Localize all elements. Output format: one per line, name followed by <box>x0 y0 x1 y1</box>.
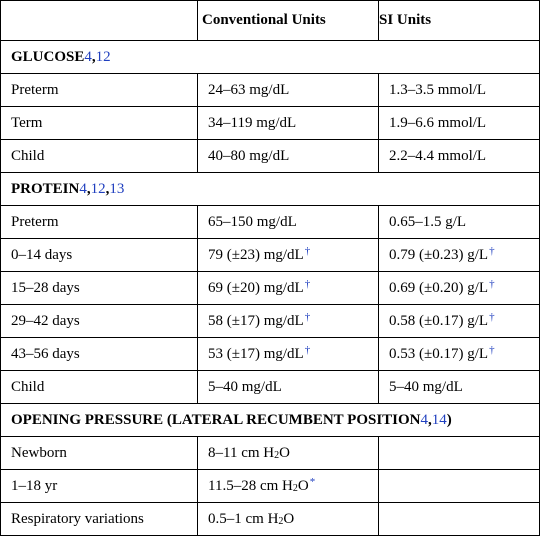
conventional-value: 24–63 mg/dL <box>198 74 379 107</box>
asterisk-footnote-mark[interactable]: * <box>309 475 316 488</box>
row-label: Newborn <box>1 437 198 470</box>
conventional-value-cell <box>198 338 379 371</box>
row-label: Preterm <box>1 206 198 239</box>
reference-link[interactable]: 4 <box>420 411 429 428</box>
section-title: PROTEIN <box>11 180 80 197</box>
section-title: OPENING PRESSURE (LATERAL RECUMBENT POSITION <box>11 411 421 428</box>
si-value-cell <box>379 239 540 272</box>
conventional-value-cell <box>198 272 379 305</box>
row-label: Term <box>1 107 198 140</box>
subscript: 2 <box>274 449 280 461</box>
reference-link[interactable]: 12 <box>90 180 106 197</box>
section-row-glucose <box>1 41 540 74</box>
conventional-value-suffix: O <box>279 444 290 461</box>
si-value: 0.79 (±0.23) g/L <box>389 246 489 263</box>
conventional-value-suffix: O <box>297 477 309 494</box>
table-row <box>1 305 540 338</box>
row-label: Child <box>1 140 198 173</box>
reference-link[interactable]: 12 <box>95 48 111 65</box>
table-header-row <box>1 1 540 41</box>
si-value <box>379 437 540 470</box>
si-value: 0.69 (±0.20) g/L <box>389 279 489 296</box>
si-value: 5–40 mg/dL <box>379 371 540 404</box>
header-label-cell <box>1 1 198 41</box>
conventional-value: 53 (±17) mg/dL <box>208 345 304 362</box>
header-si-units: SI Units <box>379 1 540 41</box>
row-label: 29–42 days <box>1 305 198 338</box>
section-title: GLUCOSE <box>11 48 85 65</box>
table-row <box>1 470 540 503</box>
table-row <box>1 437 540 470</box>
row-label: Child <box>1 371 198 404</box>
conventional-value-prefix: 11.5–28 cm H <box>208 477 293 494</box>
table-row <box>1 503 540 536</box>
reference-link[interactable]: 13 <box>109 180 125 197</box>
dagger-footnote-mark[interactable]: † <box>304 277 311 290</box>
table-row <box>1 74 540 107</box>
dagger-footnote-mark[interactable]: † <box>489 343 495 356</box>
table-row <box>1 140 540 173</box>
conventional-value-prefix: 0.5–1 cm H <box>208 510 279 527</box>
row-label: Respiratory variations <box>1 503 198 536</box>
section-row-opening-pressure <box>1 404 540 437</box>
row-label: 1–18 yr <box>1 470 198 503</box>
dagger-footnote-mark[interactable]: † <box>304 343 311 356</box>
dagger-footnote-mark[interactable]: † <box>304 310 311 323</box>
reference-link[interactable]: 4 <box>84 48 92 65</box>
si-value <box>379 503 540 536</box>
table-row <box>1 107 540 140</box>
conventional-value-cell <box>198 239 379 272</box>
conventional-value-cell <box>198 437 379 470</box>
row-label: 43–56 days <box>1 338 198 371</box>
section-title-cell: OPENING PRESSURE (LATERAL RECUMBENT POSITION4,14) <box>1 404 540 437</box>
section-title-close: ) <box>446 411 452 428</box>
conventional-value: 58 (±17) mg/dL <box>208 312 304 329</box>
row-label: Preterm <box>1 74 198 107</box>
conventional-value-prefix: 8–11 cm H <box>208 444 275 461</box>
si-value: 1.3–3.5 mmol/L <box>379 74 540 107</box>
si-value: 0.65–1.5 g/L <box>379 206 540 239</box>
si-value-cell <box>379 305 540 338</box>
conventional-value-cell <box>198 503 379 536</box>
conventional-value-cell <box>198 305 379 338</box>
si-value: 2.2–4.4 mmol/L <box>379 140 540 173</box>
conventional-value: 69 (±20) mg/dL <box>208 279 304 296</box>
conventional-value: 65–150 mg/dL <box>198 206 379 239</box>
table-row <box>1 239 540 272</box>
dagger-footnote-mark[interactable]: † <box>489 310 495 323</box>
table-row <box>1 272 540 305</box>
header-conventional-units: Conventional Units <box>198 1 379 41</box>
conventional-value: 79 (±23) mg/dL <box>208 246 304 263</box>
reference-link[interactable]: 14 <box>431 411 447 428</box>
table-row <box>1 338 540 371</box>
row-label: 15–28 days <box>1 272 198 305</box>
si-value: 1.9–6.6 mmol/L <box>379 107 540 140</box>
section-title-cell: GLUCOSE4,12 <box>1 41 540 74</box>
conventional-value: 5–40 mg/dL <box>198 371 379 404</box>
si-value-cell <box>379 338 540 371</box>
dagger-footnote-mark[interactable]: † <box>304 244 311 257</box>
table-row <box>1 206 540 239</box>
table-row <box>1 371 540 404</box>
si-value <box>379 470 540 503</box>
subscript: 2 <box>292 482 298 494</box>
si-value-cell <box>379 272 540 305</box>
conventional-value-suffix: O <box>283 510 295 527</box>
dagger-footnote-mark[interactable]: † <box>489 244 495 257</box>
conventional-value: 34–119 mg/dL <box>198 107 379 140</box>
reference-link[interactable]: 4 <box>79 180 87 197</box>
row-label: 0–14 days <box>1 239 198 272</box>
section-row-protein <box>1 173 540 206</box>
subscript: 2 <box>278 515 284 527</box>
conventional-value-cell <box>198 470 379 503</box>
section-title-cell: PROTEIN4,12,13 <box>1 173 540 206</box>
conventional-value: 40–80 mg/dL <box>198 140 379 173</box>
si-value: 0.53 (±0.17) g/L <box>389 345 489 362</box>
si-value: 0.58 (±0.17) g/L <box>389 312 489 329</box>
dagger-footnote-mark[interactable]: † <box>489 277 495 290</box>
